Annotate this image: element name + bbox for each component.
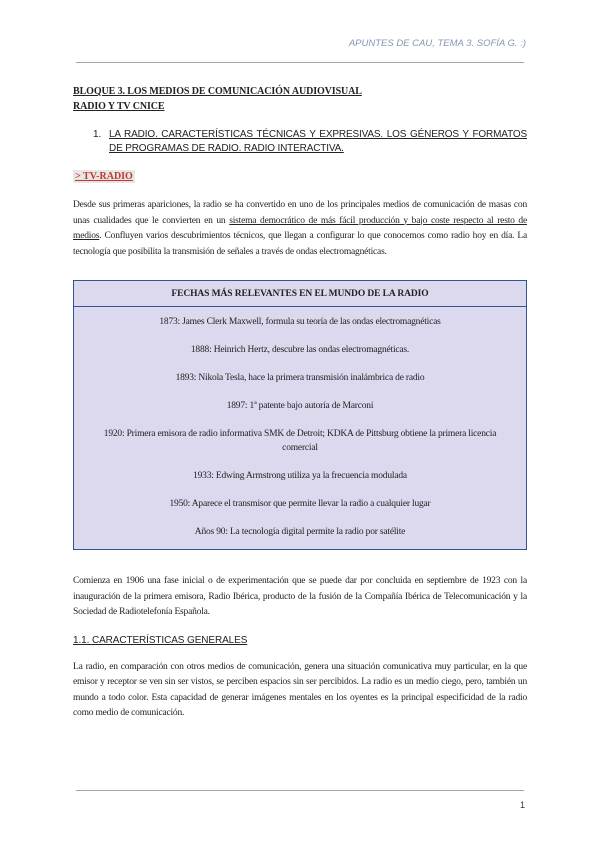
- page-number: 1: [519, 800, 525, 810]
- tv-radio-label: > TV-RADIO: [75, 171, 133, 182]
- fechas-list: [74, 307, 526, 549]
- intro-underlined-text: sistema democrático de más fácil producción y bajo coste respecto al resto de medios: [73, 215, 527, 241]
- intro-text-1: Desde sus primeras apariciones, la radio se ha convertido en uno de los principales medios de comunicación de masas con unas cualidades que le convierten en un: [73, 200, 527, 226]
- heading-text: LA RADIO. CARACTERÍSTICAS TÉCNICAS Y EXPRESIVAS. LOS GÉNEROS Y FORMATOS DE PROGRAMAS DE RADIO. RADIO INTERACTIVA.: [109, 129, 527, 154]
- fecha-item: 1933: Edwing Armstrong utiliza ya la frecuencia modulada: [193, 471, 407, 481]
- document-body: [73, 84, 527, 722]
- characteristics-paragraph: La radio, en comparación con otros medios de comunicación, genera una situación comunicativa muy particular, en la que emisor y receptor se ven sin ser vistos, se perciben espacios sin ser percibidos. La radio es un medio ciego, pero, también un mundo a todo color. Esta capacidad de generar imágenes mentales en los oyentes es la principal especificidad de la radio como medio de comunicación.: [73, 661, 527, 718]
- fecha-item: 1888: Heinrich Hertz, descubre las ondas electromagnéticas.: [190, 345, 410, 355]
- fecha-item: 1873: James Clerk Maxwell, formula su teoría de las ondas electromagnéticas: [159, 317, 441, 327]
- intro-text-2: . Confluyen varios descubrimientos técnicos, que llegan a configurar lo que conocemos como radio hoy en día. La tecnología que posibilita la transmisión de señales a través de ondas electromagnéticas.: [73, 231, 527, 257]
- fecha-item: 1897: 1ª patente bajo autoría de Marconi: [226, 401, 374, 411]
- fecha-item: 1950: Aparece el transmisor que permite llevar la radio a cualquier lugar: [169, 499, 431, 509]
- fechas-title: FECHAS MÁS RELEVANTES EN EL MUNDO DE LA RADIO: [74, 281, 526, 307]
- fecha-item: 1920: Primera emisora de radio informativa SMK de Detroit; KDKA de Pittsburg obtiene la primera licencia comercial: [103, 429, 497, 453]
- footer-divider: [76, 790, 524, 791]
- bloque-subtitle: RADIO Y TV CNICE: [73, 101, 165, 112]
- fecha-item: 1893: Nikola Tesla, hace la primera transmisión inalámbrica de radio: [175, 373, 425, 383]
- header-divider: [76, 62, 524, 63]
- numbered-heading: [93, 128, 527, 156]
- fechas-table: [73, 280, 527, 550]
- history-paragraph: Comienza en 1906 una fase inicial o de experimentación que se puede dar por concluida en septiembre de 1923 con la inauguración de la primera emisora, Radio Ibérica, producto de la fusión de la Compañía Ibérica de Telecomunicación y la Sociedad de Radiotelefonía Española.: [73, 576, 527, 617]
- intro-paragraph: [73, 198, 527, 260]
- bloque-title: BLOQUE 3. LOS MEDIOS DE COMUNICACIÓN AUDIOVISUAL: [73, 86, 362, 97]
- bloque-heading: [73, 84, 527, 114]
- page-header: APUNTES DE CAU, TEMA 3. SOFÍA G. :): [348, 38, 526, 49]
- section-heading: 1.1. CARACTERÍSTICAS GENERALES: [73, 634, 248, 646]
- heading-number: 1.: [93, 129, 102, 140]
- fecha-item: Años 90: La tecnología digital permite la radio por satélite: [194, 527, 406, 537]
